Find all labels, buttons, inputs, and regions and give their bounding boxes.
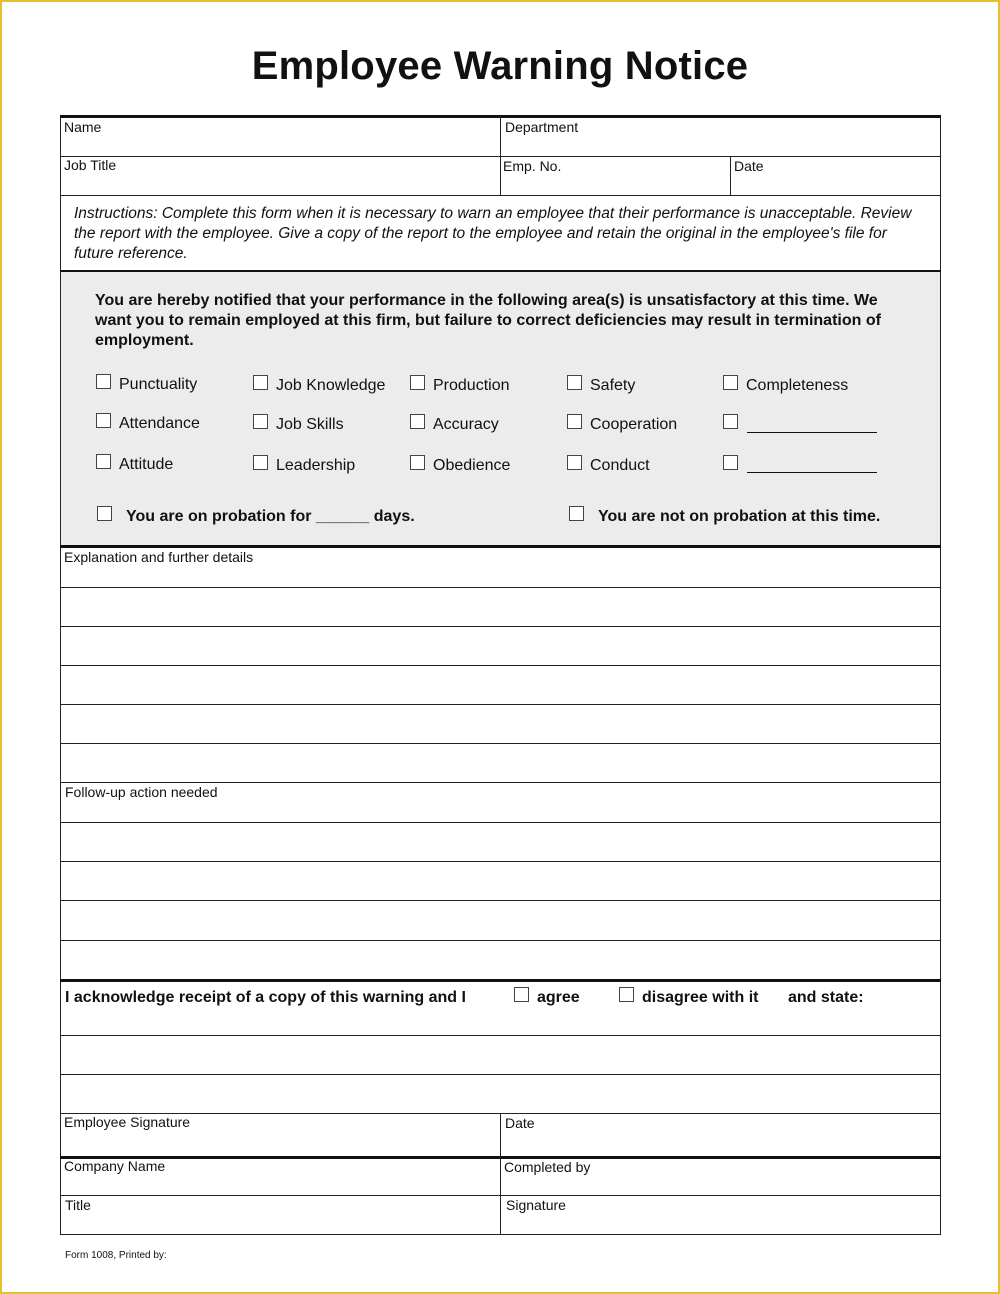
area-label-safety: Safety xyxy=(590,377,636,394)
area-label-accuracy: Accuracy xyxy=(433,416,499,433)
checkbox-completeness[interactable] xyxy=(723,375,738,390)
checkbox-safety[interactable] xyxy=(567,375,582,390)
checkbox-agree[interactable] xyxy=(514,987,529,1002)
checkbox-conduct[interactable] xyxy=(567,455,582,470)
explanation-line[interactable] xyxy=(60,704,941,705)
checkbox-job-knowledge[interactable] xyxy=(253,375,268,390)
followup-line[interactable] xyxy=(60,900,941,901)
area-label-attitude: Attitude xyxy=(119,456,174,473)
checkbox-other-2[interactable] xyxy=(723,455,738,470)
checkbox-obedience[interactable] xyxy=(410,455,425,470)
signature-center-divider xyxy=(500,1113,501,1235)
area-label-production: Production xyxy=(433,377,510,394)
checkbox-cooperation[interactable] xyxy=(567,414,582,429)
area-label-job-skills: Job Skills xyxy=(276,416,344,433)
other-area-blank-1[interactable] xyxy=(747,432,877,433)
signature-divider-2 xyxy=(60,1195,941,1196)
department-field[interactable]: Department xyxy=(505,119,579,135)
checkbox-accuracy[interactable] xyxy=(410,414,425,429)
checkbox-production[interactable] xyxy=(410,375,425,390)
name-field[interactable]: Name xyxy=(64,119,102,135)
signature-divider xyxy=(60,1156,941,1159)
checkbox-job-skills[interactable] xyxy=(253,414,268,429)
other-area-blank-2[interactable] xyxy=(747,472,877,473)
signature-date-field[interactable]: Date xyxy=(505,1115,535,1131)
checkbox-leadership[interactable] xyxy=(253,455,268,470)
followup-line[interactable] xyxy=(60,940,941,941)
emp-no-field[interactable]: Emp. No. xyxy=(503,158,562,174)
instructions-text: Instructions: Complete this form when it is necessary to warn an employee that their performance is unacceptable. Review the report with the employee. Give a copy of the report to the employee and retain the original in the employee's file for future reference. xyxy=(74,205,912,262)
followup-line[interactable] xyxy=(60,861,941,862)
checkbox-attendance[interactable] xyxy=(96,413,111,428)
area-label-leadership: Leadership xyxy=(276,457,356,474)
area-label-obedience: Obedience xyxy=(433,457,511,474)
form-right-border xyxy=(940,115,941,1235)
completed-by-field[interactable]: Completed by xyxy=(504,1159,591,1175)
header-center-divider xyxy=(500,116,501,195)
explanation-line[interactable] xyxy=(60,665,941,666)
form-footer: Form 1008, Printed by: xyxy=(65,1250,167,1261)
explanation-line[interactable] xyxy=(60,743,941,744)
area-label-conduct: Conduct xyxy=(590,457,650,474)
area-label-job-knowledge: Job Knowledge xyxy=(276,377,386,394)
page-title: Employee Warning Notice xyxy=(251,44,749,88)
title-field[interactable]: Title xyxy=(65,1197,91,1213)
probation-label: You are on probation for ______ days. xyxy=(126,508,415,525)
area-label-punctuality: Punctuality xyxy=(119,376,198,393)
job-title-field[interactable]: Job Title xyxy=(64,157,117,173)
followup-line[interactable] xyxy=(60,822,941,823)
header-bottom-line xyxy=(60,195,941,196)
date-field[interactable]: Date xyxy=(734,158,764,174)
acknowledge-text: I acknowledge receipt of a copy of this warning and I xyxy=(65,989,466,1006)
explanation-line[interactable] xyxy=(60,626,941,627)
explanation-line[interactable] xyxy=(60,587,941,588)
checkbox-probation[interactable] xyxy=(97,506,112,521)
disagree-label: disagree with it xyxy=(642,989,759,1006)
explanation-line[interactable] xyxy=(60,782,941,783)
checkbox-other-1[interactable] xyxy=(723,414,738,429)
area-label-cooperation: Cooperation xyxy=(590,416,678,433)
notice-bottom-border xyxy=(60,545,941,548)
state-label: and state: xyxy=(788,989,864,1006)
followup-label: Follow-up action needed xyxy=(65,784,218,800)
agree-label: agree xyxy=(537,989,580,1006)
employee-signature-field[interactable]: Employee Signature xyxy=(64,1114,191,1130)
signature-field[interactable]: Signature xyxy=(506,1197,566,1213)
statement-line[interactable] xyxy=(60,1074,941,1075)
checkbox-disagree[interactable] xyxy=(619,987,634,1002)
explanation-label: Explanation and further details xyxy=(64,549,254,565)
area-label-attendance: Attendance xyxy=(119,415,200,432)
checkbox-punctuality[interactable] xyxy=(96,374,111,389)
checkbox-not-probation[interactable] xyxy=(569,506,584,521)
checkbox-attitude[interactable] xyxy=(96,454,111,469)
acknowledge-top-border xyxy=(60,979,941,982)
company-name-field[interactable]: Company Name xyxy=(64,1158,166,1174)
notice-text: You are hereby notified that your performance in the following area(s) is unsatisfactory at this time. We want you to remain employed at this firm, but failure to correct deficiencies may result in termination of employment. xyxy=(95,292,881,349)
area-label-completeness: Completeness xyxy=(746,377,849,394)
header-date-divider xyxy=(730,156,731,195)
not-probation-label: You are not on probation at this time. xyxy=(598,508,881,525)
form-bottom-border xyxy=(60,1234,941,1235)
statement-line[interactable] xyxy=(60,1035,941,1036)
